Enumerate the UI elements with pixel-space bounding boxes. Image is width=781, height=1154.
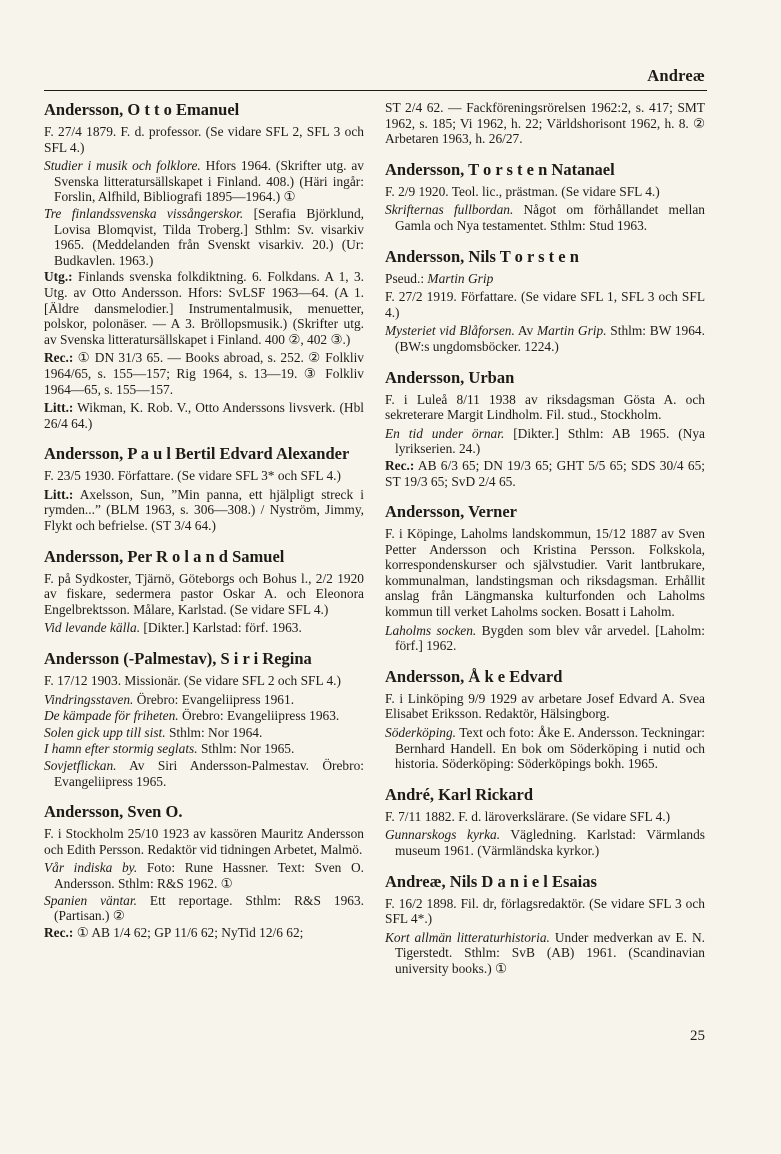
work-title: Vindringsstaven.: [44, 691, 134, 707]
text-run: Bygden som blev vår arvedel. [Laholm: förf.] 1962.: [395, 622, 706, 654]
entry-heading: Andersson, Verner: [385, 502, 518, 522]
work-title: I hamn efter stormig seglats.: [44, 741, 198, 757]
bibliography-entry: [385, 368, 705, 490]
bibliography-entry: [385, 872, 705, 977]
text-run: F. 7/11 1882. F. d. läroverkslärare. (Se vidare SFL 4.): [385, 808, 671, 824]
work-listing: [44, 893, 364, 924]
section-label: Rec.:: [385, 457, 415, 473]
entry-paragraph: [44, 400, 364, 431]
text-run: F. på Sydkoster, Tjärnö, Göteborgs och Bohus l., 2/2 1920 av fiskare, sedermera pastor Oskar A. och Eleonora Engelbrektsson. Målare, Karlstad. (Se vidare SFL 4.): [44, 570, 364, 617]
entry-paragraph: [385, 691, 705, 722]
work-listing: [44, 620, 364, 636]
work-title: Solen gick upp till sist.: [44, 724, 166, 740]
entry-paragraph: [385, 100, 705, 147]
section-label: Rec.:: [44, 924, 74, 940]
work-listing: [385, 426, 705, 457]
text-run: Ett reportage. Sthlm: R&S 1963. (Partisan.) ②: [54, 892, 365, 924]
text-run: Axelsson, Sun, ”Min panna, ett hjälpligt streck i rymden...” (BLM 1963, s. 306—308.) / Nyström, Jimmy, Flykt och befrielse. (ST 3/4 64.): [44, 486, 364, 534]
section-label: Rec.:: [44, 350, 74, 366]
entry-paragraph: [385, 458, 705, 489]
text-run: Vägledning. Karlstad: Värmlands museum 1961. (Värmländska kyrkor.): [395, 827, 706, 858]
entry-heading: Andersson, Nils T o r s t e n: [385, 246, 579, 266]
text-run: Av: [514, 323, 537, 339]
bibliography-entry: [44, 444, 364, 533]
section-label: Utg.:: [44, 269, 73, 285]
bibliography-entry: [385, 247, 705, 355]
work-listing: [44, 741, 364, 757]
text-run: F. i Köpinge, Laholms landskommun, 15/12 1887 av Sven Petter Andersson och Kristina Persson. Folkskola, korrespondenskurser och självstudier. Varit lantbrukare, kommunalman, landstingsman och riksdagsman. Erhållit anslag från Längmanska kulturfonden och Laholms kommun till verket Laholms socken. Bosatt i Laholm.: [385, 526, 705, 620]
work-title: De kämpade för friheten.: [44, 708, 179, 724]
text-run: ① DN 31/3 65. — Books abroad, s. 252. ② Folkliv 1964/65, s. 155—157; Rig 1964, s. 13—19. ③ Folkliv 1964—65, s. 155—157.: [44, 350, 364, 397]
entry-paragraph: [385, 289, 705, 320]
text-run: F. 27/2 1919. Författare. (Se vidare SFL 1, SFL 3 och SFL 4.): [385, 289, 705, 320]
entry-paragraph: [44, 571, 364, 618]
work-title: Tre finlandssvenska vissångerskor.: [44, 205, 244, 221]
text-run: Hfors 1964. (Skrifter utg. av Svenska litteratursällskapet i Finland. 408.) (Häri ingår: Forslin, Alfhild, Bibliografi 1895—1964.) ①: [54, 158, 364, 205]
work-listing: [44, 758, 364, 789]
entry-heading: Andersson, O t t o Emanuel: [44, 100, 240, 119]
work-listing: [385, 827, 705, 858]
text-run: F. 16/2 1898. Fil. dr, förlagsredaktör. (Se vidare SFL 3 och SFL 4*.): [385, 895, 705, 927]
work-title: Söderköping.: [385, 725, 457, 741]
entry-heading: Andersson, Sven O.: [44, 802, 183, 822]
running-head: Andreæ: [647, 66, 705, 85]
entry-paragraph: [44, 468, 364, 484]
work-title: Martin Grip.: [536, 323, 607, 339]
bibliography-entry: [385, 100, 705, 147]
page-number: 25: [690, 1028, 705, 1044]
work-listing: [44, 725, 364, 741]
entry-heading: Andersson, Urban: [385, 367, 515, 387]
bibliography-entry: [385, 667, 705, 772]
bibliography-entry: [44, 649, 364, 789]
work-title: Laholms socken.: [385, 622, 477, 638]
text-run: [Serafia Björklund, Lovisa Blomqvist, Tilda Troberg.] Sthlm: Sv. visarkiv 1965. (Meddelanden från Svenskt visarkiv. 20.) (Ur: Budkavlen. 1963.): [54, 205, 364, 268]
entry-heading: Andersson, Per R o l a n d Samuel: [44, 546, 285, 566]
work-listing: [44, 206, 364, 268]
text-run: F. 27/4 1879. F. d. professor. (Se vidare SFL 2, SFL 3 och SFL 4.): [44, 124, 364, 155]
text-run: F. i Stockholm 25/10 1923 av kassören Mauritz Andersson och Edith Persson. Redaktör vid tidningen Arbetet, Malmö.: [44, 826, 364, 857]
header-rule: [44, 90, 707, 91]
bibliography-entry: [44, 802, 364, 940]
work-listing: [44, 158, 364, 205]
bibliography-entry: [385, 502, 705, 654]
text-run: Örebro: Evangeliipress 1961.: [133, 691, 295, 707]
text-run: Sthlm: BW 1964. (BW:s ungdomsböcker. 1224.): [395, 323, 705, 354]
work-title: Martin Grip: [427, 270, 494, 286]
entry-heading: Andersson, P a u l Bertil Edvard Alexander: [44, 444, 350, 464]
text-run: Finlands svenska folkdiktning. 6. Folkdans. A 1, 3. Utg. av Otto Andersson. Hfors: SvLSF 1963—64. (A 1. [Äldre dansmelodier.] Instrumentalmusik, menuetter, polskor, polonäser. — A 3. Bröllopsmusik.) (Skrifter utg. av Svenska litteratursällskapet i Finland. 400 ②, 402 ③.): [44, 269, 364, 347]
entry-paragraph: [385, 392, 705, 423]
text-run: Wikman, K. Rob. V., Otto Anderssons livsverk. (Hbl 26/4 64.): [44, 400, 364, 431]
text-run: Något om förhållandet mellan Gamla och Nya testamentet. Sthlm: Stud 1963.: [395, 202, 705, 233]
entry-heading: Andersson (-Palmestav), S i r i Regina: [44, 649, 312, 669]
right-column: [385, 100, 705, 990]
entry-paragraph: [44, 350, 364, 397]
left-column: [44, 100, 364, 953]
text-run: Örebro: Evangeliipress 1963.: [178, 708, 340, 724]
work-listing: [385, 725, 705, 772]
entry-paragraph: [44, 487, 364, 534]
work-title: Sovjetflickan.: [44, 758, 117, 773]
entry-paragraph: [385, 184, 705, 200]
section-label: Litt.:: [44, 486, 74, 502]
work-listing: [44, 860, 364, 891]
work-listing: [44, 692, 364, 708]
entry-paragraph: [44, 124, 364, 155]
entry-paragraph: [385, 526, 705, 620]
text-run: ① AB 1/4 62; GP 11/6 62; NyTid 12/6 62;: [73, 924, 304, 940]
text-run: Sthlm: Nor 1965.: [197, 741, 295, 757]
work-listing: [44, 708, 364, 724]
text-run: F. 23/5 1930. Författare. (Se vidare SFL 3* och SFL 4.): [44, 468, 341, 484]
text-run: F. i Linköping 9/9 1929 av arbetare Josef Edvard A. Svea Elisabet Eriksson. Redaktör, Hälsingborg.: [385, 690, 705, 722]
work-title: Mysteriet vid Blåforsen.: [385, 323, 515, 339]
work-listing: [385, 323, 705, 354]
text-run: [Dikter.] Karlstad: förf. 1963.: [140, 620, 302, 636]
entry-paragraph: [44, 826, 364, 857]
entry-paragraph: [44, 673, 364, 689]
entry-heading: Andreæ, Nils D a n i e l Esaias: [385, 871, 597, 891]
text-run: Av Siri Andersson-Palmestav. Örebro: Evangeliipress 1965.: [54, 758, 364, 789]
text-run: AB 6/3 65; DN 19/3 65; GHT 5/5 65; SDS 30/4 65; ST 19/3 65; SvD 2/4 65.: [385, 457, 705, 489]
text-run: ST 2/4 62. — Fackföreningsrörelsen 1962:2, s. 417; SMT 1962, s. 185; Vi 1962, h. 22; Världshorisont 1962, h. 8. ② Arbetaren 1963, h. 26/27.: [385, 100, 705, 147]
bibliography-entry: [44, 100, 364, 431]
work-title: Skrifternas fullbordan.: [385, 202, 514, 218]
bibliography-entry: [44, 547, 364, 636]
entry-paragraph: [44, 925, 364, 941]
work-listing: [385, 930, 705, 977]
entry-paragraph: [385, 271, 705, 287]
work-title: Vår indiska by.: [44, 860, 138, 876]
work-title: Vid levande källa.: [44, 620, 141, 636]
text-run: F. 17/12 1903. Missionär. (Se vidare SFL 2 och SFL 4.): [44, 673, 341, 689]
entry-heading: André, Karl Rickard: [385, 784, 534, 804]
text-run: Sthlm: Nor 1964.: [165, 724, 263, 740]
entry-paragraph: [44, 269, 364, 347]
work-title: Kort allmän litteraturhistoria.: [385, 929, 550, 945]
work-title: Spanien väntar.: [44, 892, 137, 908]
bibliography-entry: [385, 160, 705, 234]
work-listing: [385, 623, 705, 654]
entry-paragraph: [385, 896, 705, 927]
text-run: Pseud.:: [385, 270, 428, 286]
text-run: F. i Luleå 8/11 1938 av riksdagsman Gösta A. och sekreterare Margit Lindholm. Fil. stud., Stockholm.: [385, 391, 705, 423]
work-title: En tid under örnar.: [385, 425, 505, 441]
entry-paragraph: [385, 809, 705, 825]
text-run: Under medverkan av E. N. Tigerstedt. Sthlm: SvB (AB) 1961. (Scandinavian university books.) ①: [395, 929, 705, 976]
bibliography-entry: [385, 785, 705, 859]
entry-heading: Andersson, Å k e Edvard: [385, 666, 563, 686]
text-run: Foto: Rune Hassner. Text: Sven O. Andersson. Sthlm: R&S 1962. ①: [54, 860, 364, 891]
work-listing: [385, 202, 705, 233]
text-run: F. 2/9 1920. Teol. lic., prästman. (Se vidare SFL 4.): [385, 183, 660, 199]
text-run: Text och foto: Åke E. Andersson. Teckningar: Bernhard Handell. En bok om Söderköping i nutid och historia. Söderköping: Söderköpings bokh. 1965.: [395, 725, 705, 772]
entry-heading: Andersson, T o r s t e n Natanael: [385, 159, 615, 179]
work-title: Studier i musik och folklore.: [44, 158, 201, 174]
text-run: [Dikter.] Sthlm: AB 1965. (Nya lyrikserien. 24.): [395, 425, 705, 457]
work-title: Gunnarskogs kyrka.: [385, 827, 501, 843]
section-label: Litt.:: [44, 400, 74, 416]
